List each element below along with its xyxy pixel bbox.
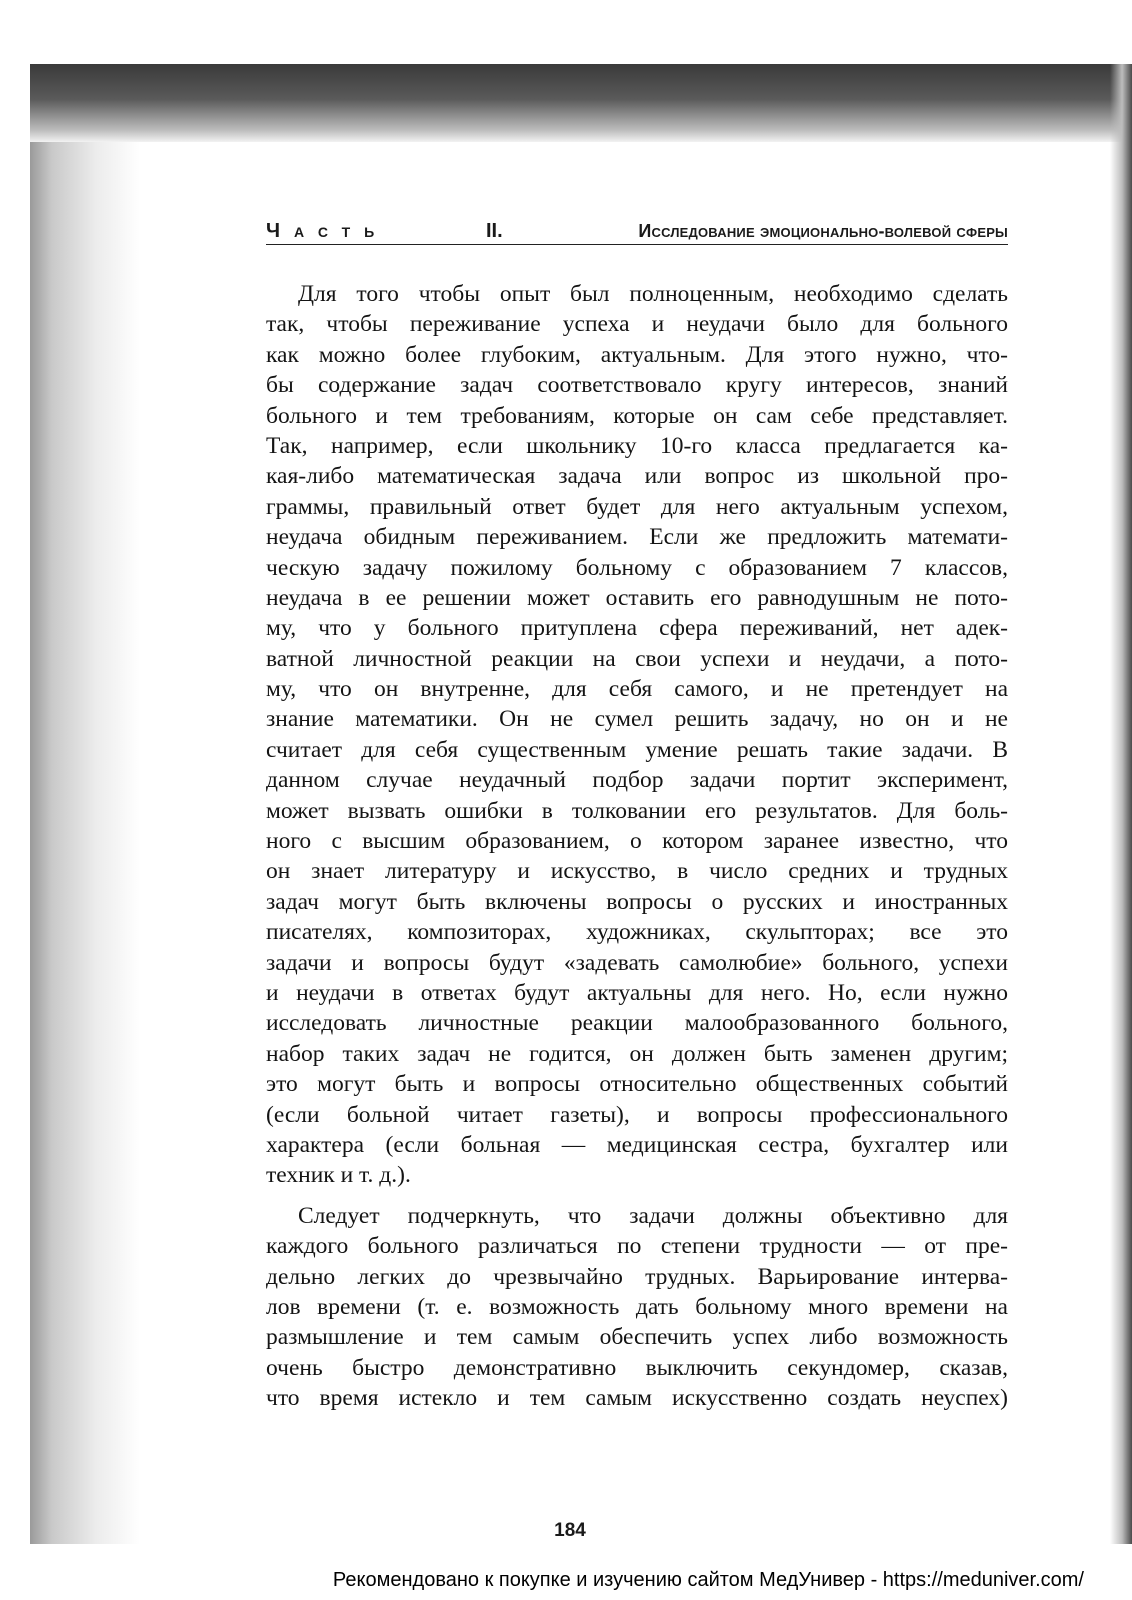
running-head-section-title: Исследование эмоционально-волевой сферы	[638, 221, 1008, 241]
text-line: писателях, композиторах, художниках, скульпторах; все это	[266, 919, 1008, 946]
paragraph-gap	[266, 1191, 1008, 1201]
text-line: неудача обидным переживанием. Если же предложить математи-	[266, 524, 1008, 551]
text-line: ного с высшим образованием, о котором заранее известно, что	[266, 828, 1008, 855]
text-line: му, что у больного притуплена сфера переживаний, нет адек-	[266, 615, 1008, 642]
text-line: неудача в ее решении может оставить его равнодушным не пото-	[266, 584, 1008, 611]
page-number: 184	[554, 1520, 586, 1541]
text-line: кая-либо математическая задача или вопрос из школьной про-	[266, 463, 1008, 490]
text-line: граммы, правильный ответ будет для него актуальным успехом,	[266, 493, 1008, 520]
footer-note: Рекомендовано к покупке и изучению сайтом МедУнивер - https://meduniver.com/	[332, 1569, 1084, 1591]
text-line: данном случае неудачный подбор задачи портит эксперимент,	[266, 767, 1008, 794]
text-line: бы содержание задач соответствовало кругу интересов, знаний	[266, 372, 1008, 399]
running-head-part-label: Часть	[266, 220, 389, 242]
text-line: и неудачи в ответах будут актуальны для него. Но, если нужно	[266, 979, 1008, 1006]
text-line: ческую задачу пожилому больному с образованием 7 классов,	[266, 554, 1008, 581]
text-line: задач могут быть включены вопросы о русских и иностранных	[266, 888, 1008, 915]
text-line: техник и т. д.).	[266, 1162, 411, 1189]
text-line: так, чтобы переживание успеха и неудачи было для больного	[266, 311, 1008, 338]
text-line: размышление и тем самым обеспечить успех либо возможность	[266, 1324, 1008, 1351]
paragraph	[266, 1201, 1008, 1414]
running-head-part-number: II.	[486, 220, 503, 242]
text-line: знание математики. Он не сумел решить задачу, но он и не	[266, 706, 1008, 733]
text-line: Для того чтобы опыт был полноценным, необходимо сделать	[298, 281, 1008, 307]
text-line: му, что он внутренне, для себя самого, и не претендует на	[266, 676, 1008, 703]
text-line: (если больной читает газеты), и вопросы профессионального	[266, 1101, 1008, 1128]
text-line: это могут быть и вопросы относительно общественных событий	[266, 1071, 1008, 1098]
running-head	[266, 220, 1008, 245]
text-line: считает для себя существенным умение решать такие задачи. В	[266, 736, 1008, 763]
book-page	[30, 64, 1110, 1544]
text-line: задачи и вопросы будут «задевать самолюбие» больного, успехи	[266, 949, 1008, 976]
text-line: характера (если больная — медицинская сестра, бухгалтер или	[266, 1131, 1008, 1158]
scan-right-shadow	[1110, 64, 1132, 1544]
text-line: Так, например, если школьнику 10-го класса предлагается ка-	[266, 432, 1008, 459]
text-line: лов времени (т. е. возможность дать больному много времени на	[266, 1293, 1008, 1320]
text-line: ватной личностной реакции на свои успехи и неудачи, а пото-	[266, 645, 1008, 672]
text-line: каждого больного различаться по степени трудности — от пре-	[266, 1233, 1008, 1260]
text-line: Следует подчеркнуть, что задачи должны объективно для	[298, 1202, 1008, 1229]
text-line: может вызвать ошибки в толковании его результатов. Для боль-	[266, 797, 1008, 824]
text-line: он знает литературу и искусство, в число средних и трудных	[266, 858, 1008, 885]
text-line: что время истекло и тем самым искусственно создать неуспех)	[266, 1385, 1008, 1412]
text-line: дельно легких до чрезвычайно трудных. Варьирование интерва-	[266, 1263, 1008, 1290]
body-text	[266, 279, 1008, 1413]
text-line: как можно более глубоким, актуальным. Для этого нужно, что-	[266, 341, 1008, 368]
paragraph	[266, 279, 1008, 1191]
text-line: очень быстро демонстративно выключить секундомер, сказав,	[266, 1354, 1008, 1381]
text-line: набор таких задач не годится, он должен быть заменен другим;	[266, 1040, 1008, 1067]
text-line: больного и тем требованиям, которые он сам себе представляет.	[266, 402, 1008, 429]
text-line: исследовать личностные реакции малообразованного больного,	[266, 1010, 1008, 1037]
